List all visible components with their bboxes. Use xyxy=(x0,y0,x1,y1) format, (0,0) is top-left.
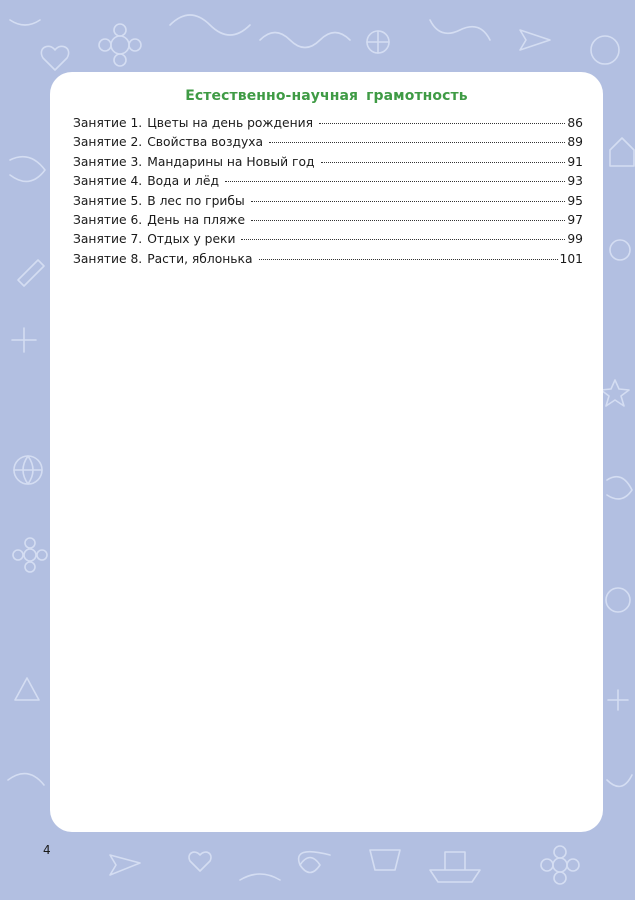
toc-leader-dots xyxy=(251,201,566,202)
toc-leader-dots xyxy=(269,142,565,143)
plane-doodle xyxy=(520,30,550,50)
section-title: Естественно-научная грамотность xyxy=(185,88,468,104)
toc-lesson-number: Занятие 4. xyxy=(73,174,143,189)
toc-lesson-title: Отдых у реки xyxy=(147,232,236,247)
toc-entry[interactable] xyxy=(73,174,583,193)
toc-leader-dots xyxy=(259,259,558,260)
toc-leader-dots xyxy=(321,162,566,163)
toc-leader-dots xyxy=(251,220,565,221)
toc-page-number: 97 xyxy=(567,212,583,227)
toc-lesson-title: Расти, яблонька xyxy=(147,251,253,266)
content-card xyxy=(50,72,603,832)
pencil-doodle xyxy=(18,260,44,286)
toc-entry[interactable] xyxy=(73,194,583,213)
toc-leader-dots xyxy=(319,123,565,124)
toc-lesson-title: Цветы на день рождения xyxy=(147,116,314,130)
toc-lesson-title: Мандарины на Новый год xyxy=(147,154,315,169)
toc-lesson-number: Занятие 6. xyxy=(73,212,143,227)
sun-doodle xyxy=(591,36,619,64)
toc-page-number: 89 xyxy=(567,135,583,150)
spiral-doodle xyxy=(299,852,330,873)
swirl-doodle xyxy=(170,15,250,35)
house-doodle xyxy=(610,138,634,166)
toc-page-number: 93 xyxy=(567,174,583,189)
toc-page-number: 101 xyxy=(559,251,583,266)
toc-lesson-title: В лес по грибы xyxy=(147,193,245,208)
toc-entry[interactable] xyxy=(73,213,583,232)
triangle-doodle xyxy=(15,678,39,700)
toc-entry[interactable] xyxy=(73,155,583,174)
toc-page-number: 95 xyxy=(567,193,583,208)
plane-doodle-bottom xyxy=(110,855,140,875)
toc-lesson-number: Занятие 1. xyxy=(73,116,143,130)
flower-doodle-bottom xyxy=(553,858,567,872)
toc-entry[interactable] xyxy=(73,232,583,251)
toc-entry[interactable] xyxy=(73,135,583,154)
toc-page-number: 99 xyxy=(567,232,583,247)
toc-lesson-title: День на пляже xyxy=(147,212,246,227)
heart-doodle xyxy=(41,46,68,70)
flower-doodle xyxy=(111,36,129,54)
star-doodle xyxy=(601,380,629,406)
toc-lesson-title: Свойства воздуха xyxy=(147,135,264,150)
toc-lesson-number: Занятие 7. xyxy=(73,232,143,247)
toc-entry[interactable] xyxy=(73,252,583,271)
toc-page-number: 86 xyxy=(567,116,583,130)
wave-doodle xyxy=(260,33,350,48)
toc-entry[interactable] xyxy=(73,116,583,135)
flower-doodle-left xyxy=(24,549,36,561)
heart-doodle-bottom xyxy=(189,852,211,871)
toc-lesson-number: Занятие 3. xyxy=(73,154,143,169)
toc-lesson-number: Занятие 8. xyxy=(73,251,143,266)
toc-leader-dots xyxy=(241,239,565,240)
page-number: 4 xyxy=(43,843,51,857)
toc-lesson-title: Вода и лёд xyxy=(147,174,219,189)
toc-leader-dots xyxy=(225,181,565,182)
boat-doodle xyxy=(430,852,480,882)
toc-page-number: 91 xyxy=(567,154,583,169)
toc-lesson-number: Занятие 2. xyxy=(73,135,143,150)
table-of-contents xyxy=(73,116,583,271)
toc-lesson-number: Занятие 5. xyxy=(73,193,143,208)
